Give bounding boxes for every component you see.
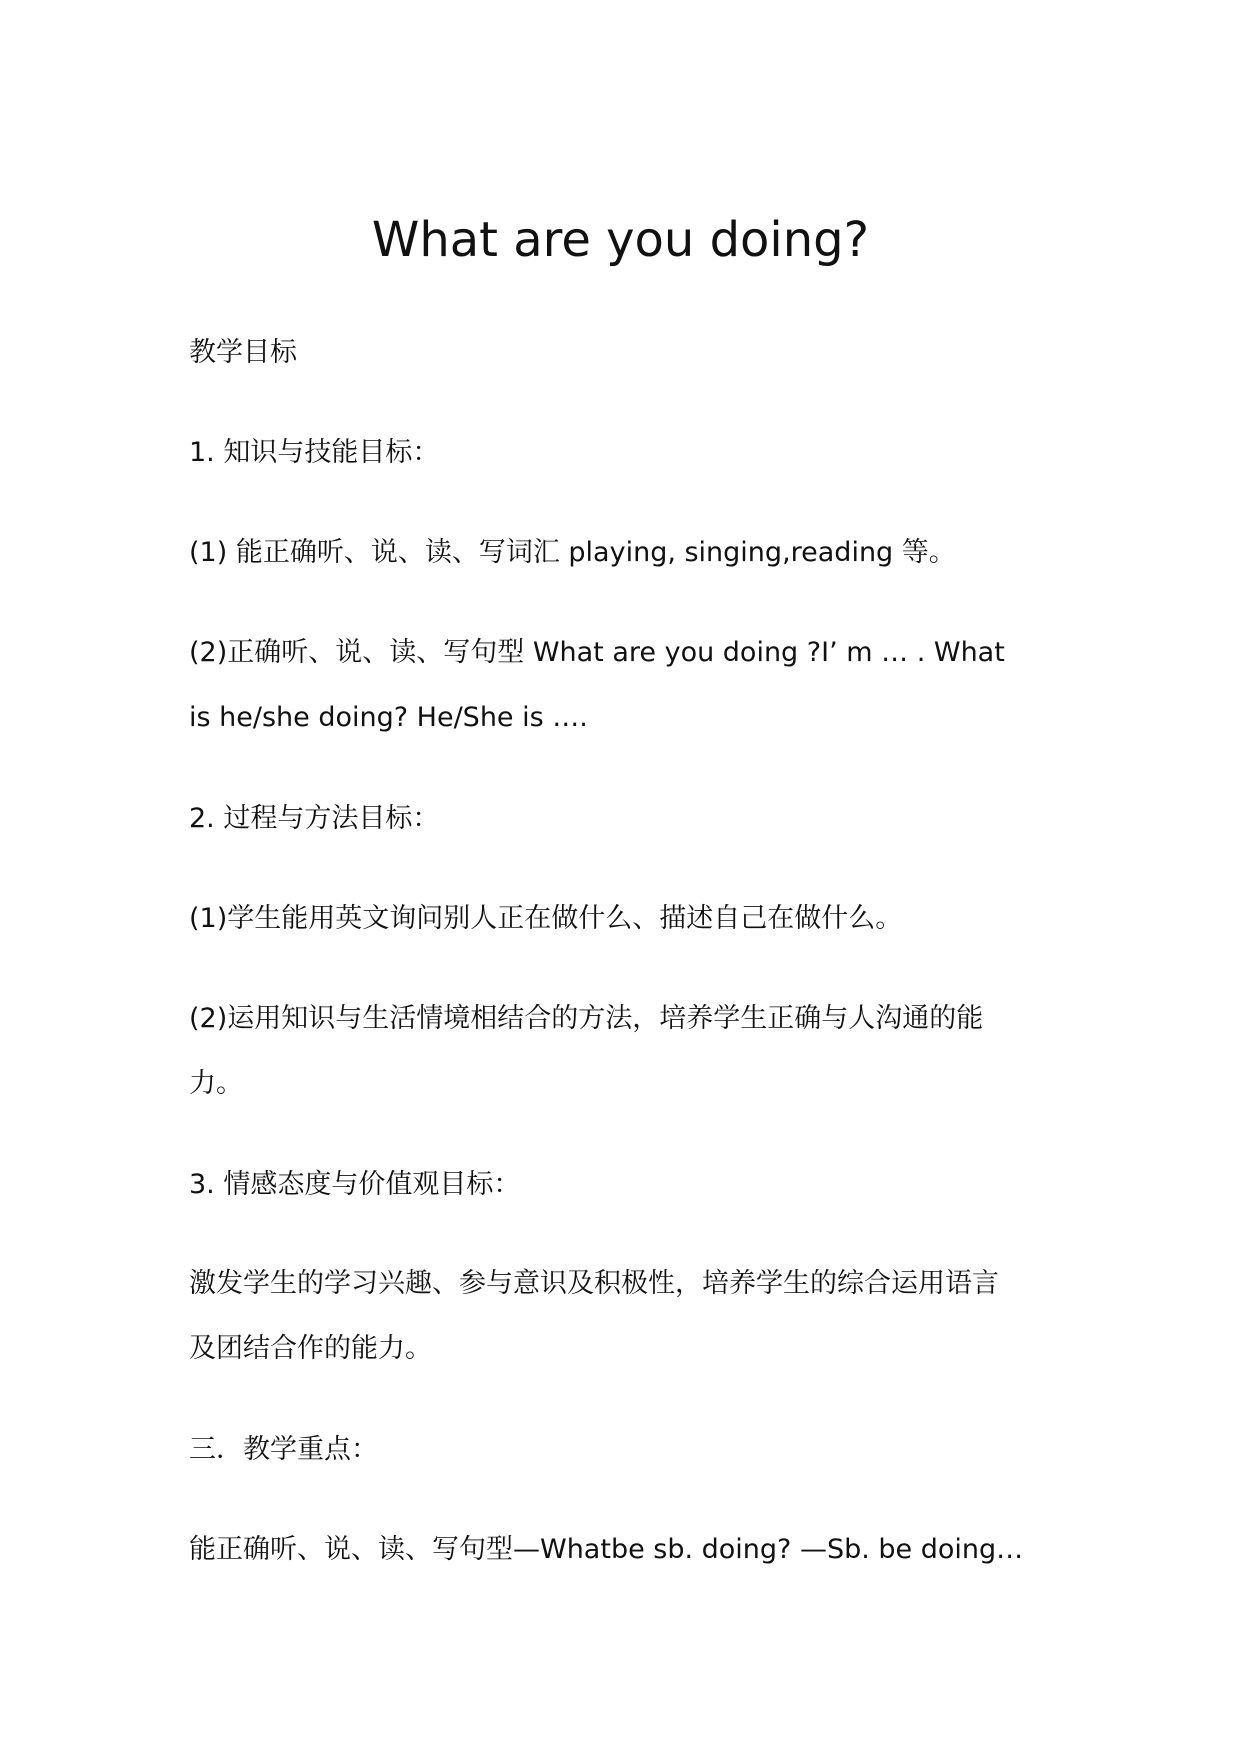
objective-heading-process-methods: 2. 过程与方法目标： [189,803,440,834]
objective-item-continuation: is he/she doing? He/She is …. [189,702,588,733]
document-title: What are you doing? [371,212,870,268]
objective-item-continuation: 及团结合作的能力。 [189,1333,432,1364]
objective-item: (2)正确听、说、读、写句型 What are you doing ?I’ m … . What [189,637,1005,668]
objective-item-continuation: 力。 [189,1068,243,1099]
teaching-focus-item: 能正确听、说、读、写句型—Whatbe sb. doing? —Sb. be doing… [189,1534,1024,1565]
objective-heading-emotion-values: 3. 情感态度与价值观目标： [189,1169,521,1200]
objective-item: (1) 能正确听、说、读、写词汇 playing, singing,reading 等。 [189,537,956,568]
objective-item: 激发学生的学习兴趣、参与意识及积极性，培养学生的综合运用语言 [189,1268,999,1299]
section-heading-teaching-objectives: 教学目标 [189,337,297,368]
objective-item: (1)学生能用英文询问别人正在做什么、描述自己在做什么。 [189,903,903,934]
objective-item: (2)运用知识与生活情境相结合的方法，培养学生正确与人沟通的能 [189,1003,984,1034]
section-heading-teaching-focus: 三．教学重点： [189,1434,378,1465]
objective-heading-knowledge-skills: 1. 知识与技能目标： [189,437,440,468]
